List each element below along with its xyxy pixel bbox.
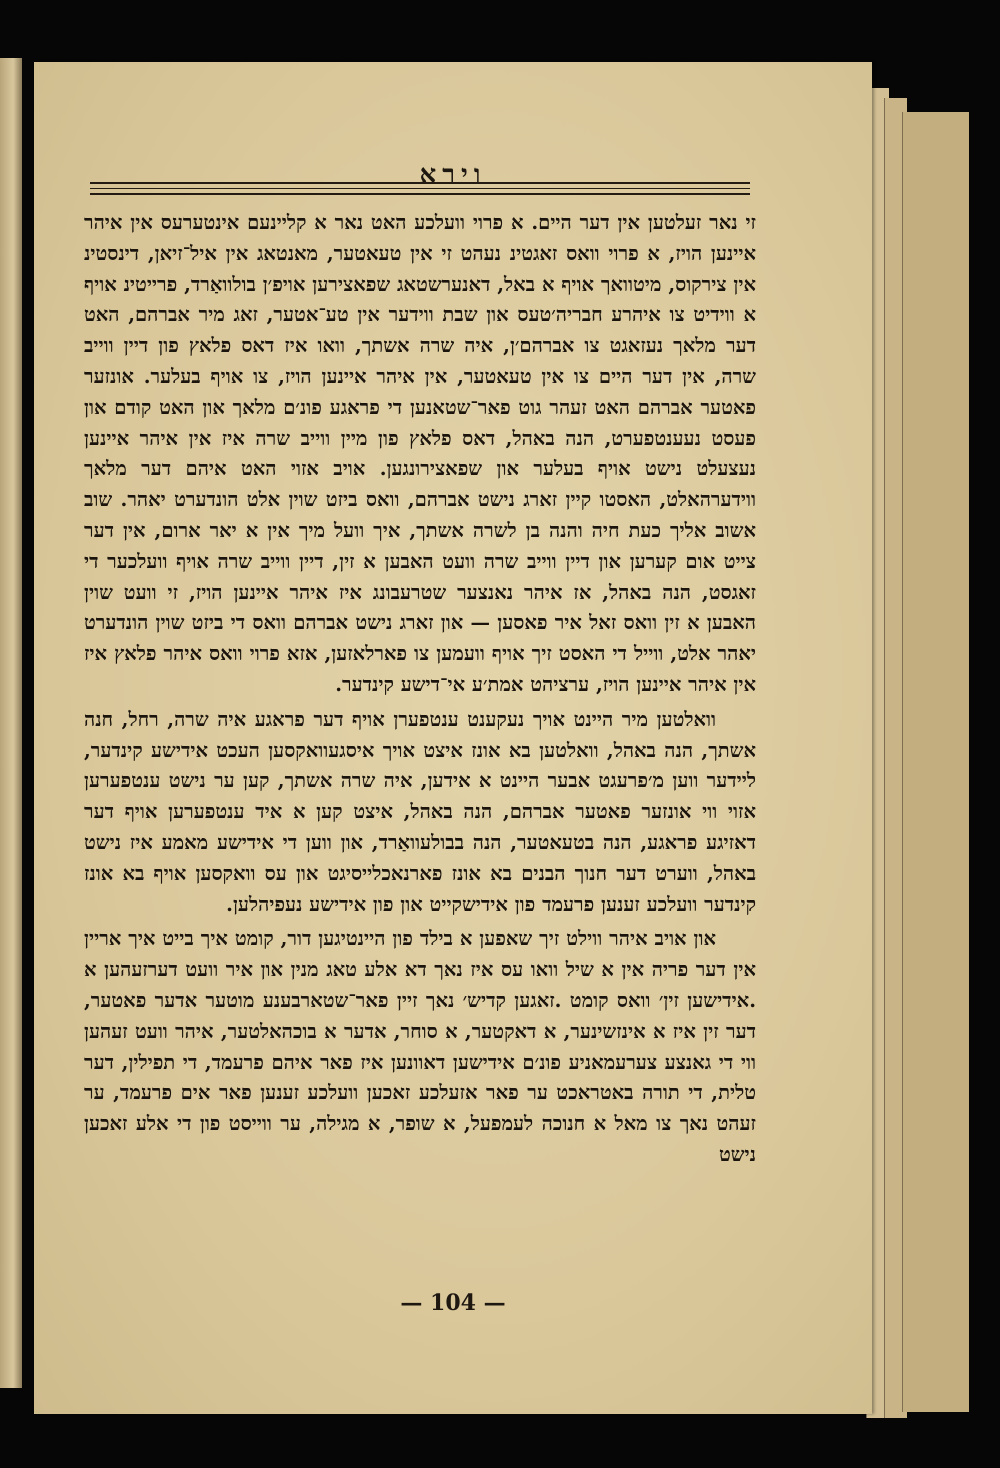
body-text	[84, 208, 756, 1171]
paragraph: זי נאר זעלטען אין דער היים. א פרוי וועלכע האט נאר א קליינעם אינטערעס אין איהר איינען הויז, א פרוי וואס זאגטינ נעהט זי אין טעאטער, מאנטאג אין איל־זיאן, דינסטינ אין צירקוס, מיטוואך אויף א באל, דאנערשטאג שפאצירען אויפ׳ן בולוואַרד, פרייטינ אויף א ווידיט צו איהרע חבריה׳טעס און שבת ווידער אין טע־אטער, זאג מיר אברהם, האט דער מלאך נעזאגט צו אברהם׳ן, איה שרה אשתך, וואו איז דאס פלאץ פון דיין ווייב שרה, אין דער היים צו אין טעאטער, אין איהר איינען הויז, צו אויף בעלער. אונזער פאטער אברהם האט זעהר גוט פאר־שטאנען די פראגע פונ׳ם מלאך און האט קודם און פעסט נעענטפערט, הנה באהל, דאס פלאץ פון מיין ווייב שרה איז אין איהר איינען נעצעלט נישט אויף בעלער און שפאצירונגען. אויב אזוי האט איהם דער מלאך ווידערהאלט, האסטו קיין זארג נישט אברהם, וואס ביזט שוין אלט הונדערט יאהר. שוב אשוב אליך כעת חיה והנה בן לשרה אשתך, איך וועל מיך אין א יאר ארום, אין דער צייט אום קערען און דיין ווייב שרה וועט האבען א זין, דיין ווייב שרה אויף וועלכער די זאגסט, הנה באהל, אז איהר נאנצער שטרעבונג איז איהר איינען הויז, זי וועט שוין האבען א זין וואס זאל איר פאסען — און זארג נישט אברהם וואס די ביזט שוין הונדערט יאהר אלט, ווייל די האסט זיך אויף וועמען צו פארלאזען, אזא פרוי וואס איהר פלאץ איז אין איהר איינען הויז, ערציהט אמת׳ע אי־דישע קינדער.	[84, 211, 756, 696]
left-page-edge	[0, 58, 22, 1388]
header-rule	[90, 182, 750, 184]
paragraph: און אויב איהר ווילט זיך שאפען א בילד פון היינטיגען דור, קומט איך בייט איך אריין אין דער פריה אין א שיל וואו עס איז נאך דא אלע טאג מנין און איר וועט דערזעהען א .אידישען זין׳ וואס קומט .זאגען קדיש׳ נאך זיין פאר־שטארבענע מוטער אדער פאטער, דער זין איז א אינזשינער, א דאקטער, א סוחר, אדער א בוכהאלטער, איהר וועט זעהען ווי די גאנצע צערעמאניע פונ׳ם אידישען דאוונען איז פאר איהם פרעמד, די תפילין, דער טלית, די תורה באטראכט ער פאר אזעלכע זאכען וועלכע זענען פאר אים פרעמד, ער זעהט נאך צו מאל א חנוכה לעמפעל, א שופר, א מגילה, ער ווייסט פון די אלע זאכען נישט	[84, 927, 756, 1166]
book-page	[34, 62, 872, 1414]
header-rule	[90, 188, 750, 189]
page-edge	[902, 112, 969, 1412]
header-rule	[90, 193, 750, 195]
paragraph: וואלטען מיר היינט אויך נעקענט ענטפערן אויף דער פראגע איה שרה, רחל, חנה אשתך, הנה באהל, וואלטען בא אונז איצט אויך איסגעוואקסען העכט אידישע קינדער, ליידער ווען מ׳פרעגט אבער היינט א אידען, איה שרה אשתך, קען ער נישט ענטפערען אזוי ווי אונזער פאטער אברהם, הנה באהל, איצט קען א איד ענטפערען אויף דער דאזיגע פראגע, הנה בטעאטער, הנה בבולעוואַרד, און ווען די אידישע מאמע איז נישט באהל, ווערט דער חנוך הבנים בא אונז פארנאכלייסיגט און עס וואקסען אויף בא אונז קינדער וועלכע זענען פרעמד פון אידישקייט און פון אידישע נעפיהלען.	[84, 707, 756, 916]
running-header: וירא	[419, 160, 487, 190]
page-number: — 104 —	[400, 1290, 506, 1316]
